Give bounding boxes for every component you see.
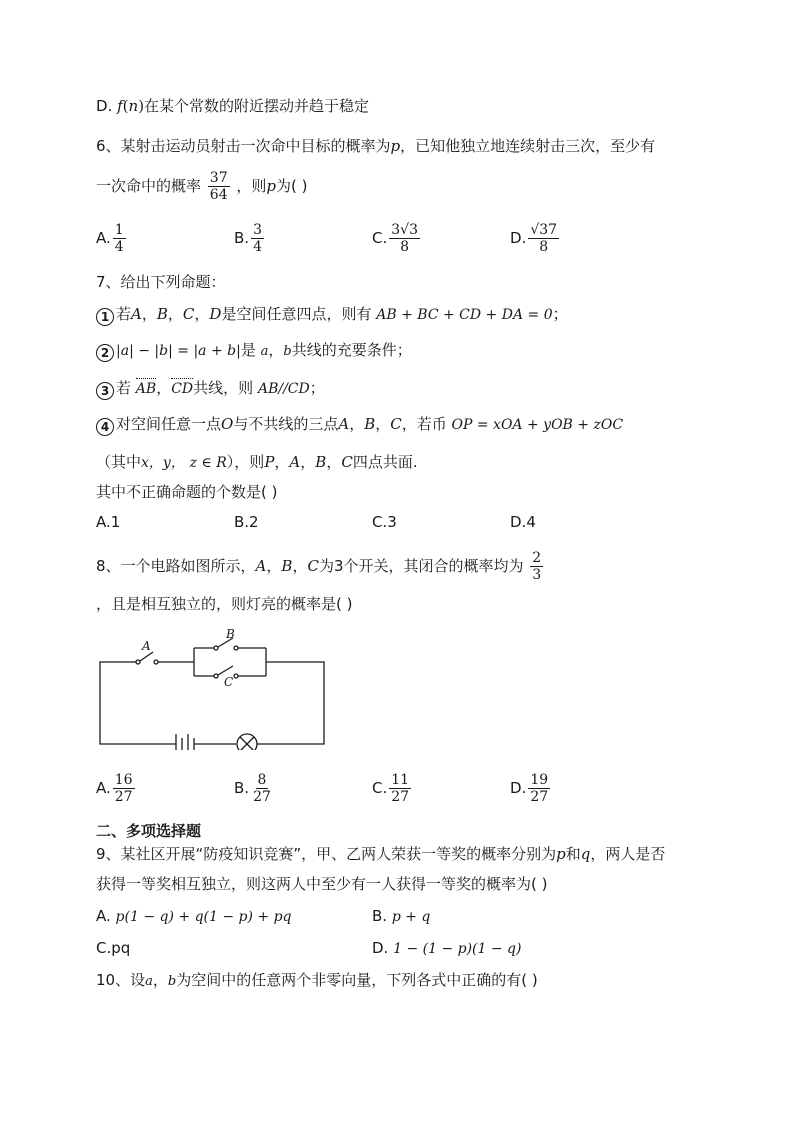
switch-c-label: C (224, 675, 234, 689)
q8-option-b: B. $\frac{8}{27}$ (234, 772, 271, 805)
q8-option-c: C. $\frac{11}{27}$ (372, 772, 410, 805)
q7-option-b: B.2 (234, 513, 259, 531)
switch-a-lever (140, 652, 153, 661)
q5-option-d: D. f(n)在某个常数的附近摆动并趋于稳定 (96, 97, 370, 115)
coplanar-expression: OP = xOA + yOB + zOC (451, 417, 624, 433)
circled-number: 3 (96, 382, 114, 400)
q7-proposition-2: 2 |a| − |b| = |a + b|是 a，b共线的充要条件； (96, 340, 412, 362)
vector-sum-expression: AB + BC + CD + DA = 0 (376, 307, 553, 323)
q6-stem-line2: 一次命中的概率 $\frac{37}{64}$ ，则p为( ) (96, 170, 308, 203)
circled-number: 2 (96, 344, 114, 362)
q6-option-a: A. $\frac{1}{4}$ (96, 222, 124, 255)
switch-a-contact (154, 660, 158, 664)
switch-c-contact (234, 674, 238, 678)
q8-stem-line1: 8、一个电路如图所示，A，B，C为3个开关，其闭合的概率均为 $\frac{2}{3}$ (96, 550, 542, 583)
q9-option-a: A. p(1 − q) + q(1 − p) + pq (96, 907, 292, 925)
switch-b-contact (234, 646, 238, 650)
q9-option-b: B. p + q (372, 907, 431, 925)
circuit-wire-left (100, 662, 176, 744)
q9-option-d: D. 1 − (1 − p)(1 − q) (372, 939, 522, 957)
switch-c-contact (214, 674, 218, 678)
q7-option-d: D.4 (510, 513, 536, 531)
q7-question: 其中不正确命题的个数是( ) (96, 483, 278, 501)
q7-proposition-1: 1 若A，B，C，D是空间任意四点，则有 AB + BC + CD + DA = 0； (96, 304, 568, 326)
q7-stem: 7、给出下列命题： (96, 273, 226, 291)
q8-option-a: A. $\frac{16}{27}$ (96, 772, 133, 805)
switch-b-label: B (226, 628, 235, 641)
q9-stem-line2: 获得一等奖相互独立，则这两人中至少有一人获得一等奖的概率为( ) (96, 875, 548, 893)
q7-proposition-4-cont: （其中x，y， z ∈ R），则P，A，B，C四点共面. (96, 453, 418, 471)
q6-stem-line1: 6、某射击运动员射击一次命中目标的概率为p，已知他独立地连续射击三次，至少有 (96, 137, 656, 155)
q9-stem-line1: 9、某社区开展“防疫知识竞赛”，甲、乙两人荣获一等奖的概率分别为p和q，两人是否 (96, 845, 666, 863)
abs-vector-expression: |a| − |b| = |a + b| (116, 343, 241, 359)
q8-option-d: D. $\frac{19}{27}$ (510, 772, 549, 805)
q7-option-c: C.3 (372, 513, 397, 531)
q7-proposition-4: 4 对空间任意一点O与不共线的三点A，B，C，若币 OP = xOA + yOB + zOC (96, 414, 623, 436)
switch-a-label: A (142, 639, 151, 653)
circuit-diagram (96, 628, 330, 750)
q6-option-c: C. $\frac{3√3}{8}$ (372, 222, 418, 255)
q6-option-b: B. $\frac{3}{4}$ (234, 222, 262, 255)
circuit-wire-right (258, 662, 324, 744)
q6-probability-fraction: $\frac{37}{64}$ (209, 170, 228, 203)
section-heading: 二、多项选择题 (96, 822, 202, 840)
switch-b-contact (214, 646, 218, 650)
circled-number: 4 (96, 418, 114, 436)
q10-stem: 10、设a，b为空间中的任意两个非零向量，下列各式中正确的有( ) (96, 971, 538, 989)
switch-a-contact (136, 660, 140, 664)
q7-proposition-3: 3 若 AB，CD共线，则 AB//CD； (96, 378, 325, 400)
q7-option-a: A.1 (96, 513, 121, 531)
circled-number: 1 (96, 308, 114, 326)
q6-option-d: D. $\frac{√37}{8}$ (510, 222, 558, 255)
q8-probability-fraction: $\frac{2}{3}$ (532, 550, 542, 583)
q9-option-c: C.pq (96, 939, 131, 957)
q8-stem-line2: ，且是相互独立的，则灯亮的概率是( ) (96, 595, 353, 613)
lamp-bulb (237, 734, 257, 750)
switch-c-lever (218, 666, 233, 675)
